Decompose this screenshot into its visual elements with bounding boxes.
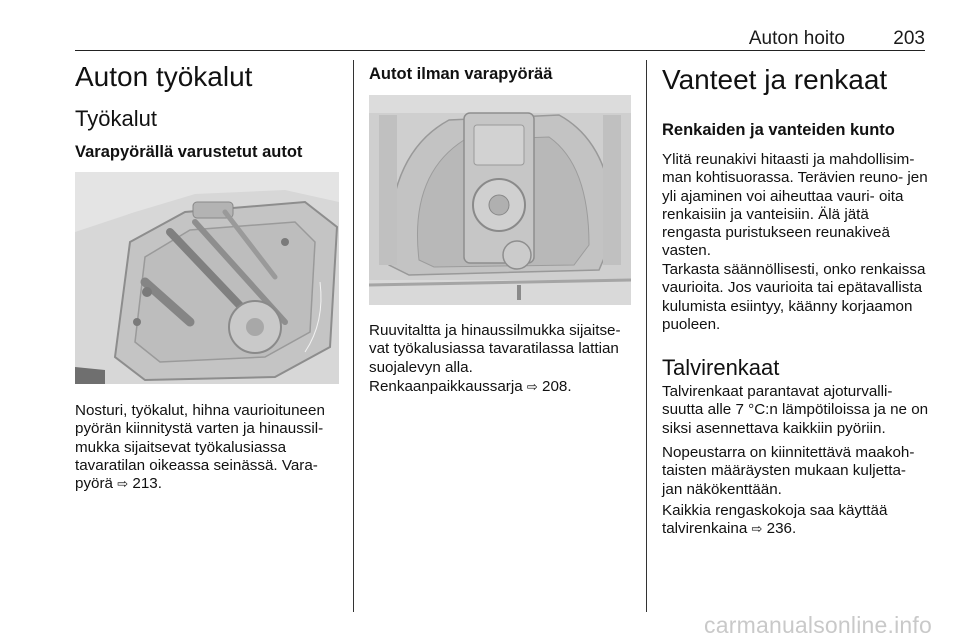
reference-arrow-icon: ⇨ — [117, 476, 129, 492]
page-reference-213[interactable]: 213. — [132, 475, 162, 493]
no-spare-caption: Ruuvitaltta ja hinaussilmukka sijaitse- vat työkalusiassa tavaratilassa lattian suojalevyn alla. — [369, 322, 621, 376]
floor-drawing — [369, 95, 631, 305]
page-reference-236[interactable]: 236. — [766, 520, 797, 538]
page-reference-208[interactable]: 208. — [542, 378, 572, 395]
winter-tyres-para-2: Nopeustarra on kiinnitettävä maakoh- taisten määräysten mukaan kuljetta- jan näkökenttään. — [662, 444, 915, 498]
repair-kit-reference: Renkaanpaikkaussarja ⇨ 208. — [369, 378, 572, 395]
section-heading-wheels: Vanteet ja renkaat — [662, 64, 888, 95]
reference-arrow-icon: ⇨ — [526, 379, 538, 394]
column-divider-1 — [353, 60, 354, 612]
subsection-no-spare-wheel: Autot ilman varapyörää — [369, 65, 553, 83]
subheading-tools: Työkalut — [75, 106, 157, 131]
column-divider-2 — [646, 60, 647, 612]
subheading-winter-tyres: Talvirenkaat — [662, 355, 780, 380]
subsection-tyre-condition: Renkaiden ja vanteiden kunto — [662, 121, 895, 139]
tools-caption: Nosturi, työkalut, hihna vaurioituneen pyörän kiinnitystä varten ja hinaussil- mukka sijaitsevat työkalusiassa tavaratilan oikeassa seinässä. Vara- pyörä ⇨ 213. — [75, 402, 325, 493]
tools-drawing — [75, 172, 339, 384]
header-title: Auton hoito — [748, 28, 845, 49]
winter-tyres-para-3: Kaikkia rengaskokoja saa käyttää talvirenkaina ⇨ 236. — [662, 502, 888, 538]
floor-compartment-illustration — [369, 95, 631, 305]
page-header — [75, 28, 925, 50]
tyre-condition-para-2: Tarkasta säännöllisesti, onko renkaissa vaurioita. Jos vaurioita tai epätavallista kulumista esiintyy, käänny korjaamon puoleen. — [662, 261, 926, 333]
page-number: 203 — [893, 28, 925, 49]
section-heading-tools: Auton työkalut — [75, 61, 253, 92]
header-rule — [75, 50, 925, 51]
tools-illustration — [75, 172, 339, 384]
reference-arrow-icon: ⇨ — [751, 521, 763, 537]
tyre-condition-para-1: Ylitä reunakivi hitaasti ja mahdollisim- man kohtisuorassa. Terävien reuno- jen yli ajaminen voi aiheuttaa vauri- oita renkaisiin ja vanteisiin. Älä jätä rengasta puristukseen reunakiveä vasten. — [662, 151, 928, 260]
watermark: carmanualsonline.info — [704, 612, 932, 638]
subsection-spare-wheel: Varapyörällä varustetut autot — [75, 143, 303, 161]
winter-tyres-para-1: Talvirenkaat parantavat ajoturvalli- suutta alle 7 °C:n lämpötiloissa ja ne on siksi asennettava kaikkiin pyöriin. — [662, 383, 929, 437]
